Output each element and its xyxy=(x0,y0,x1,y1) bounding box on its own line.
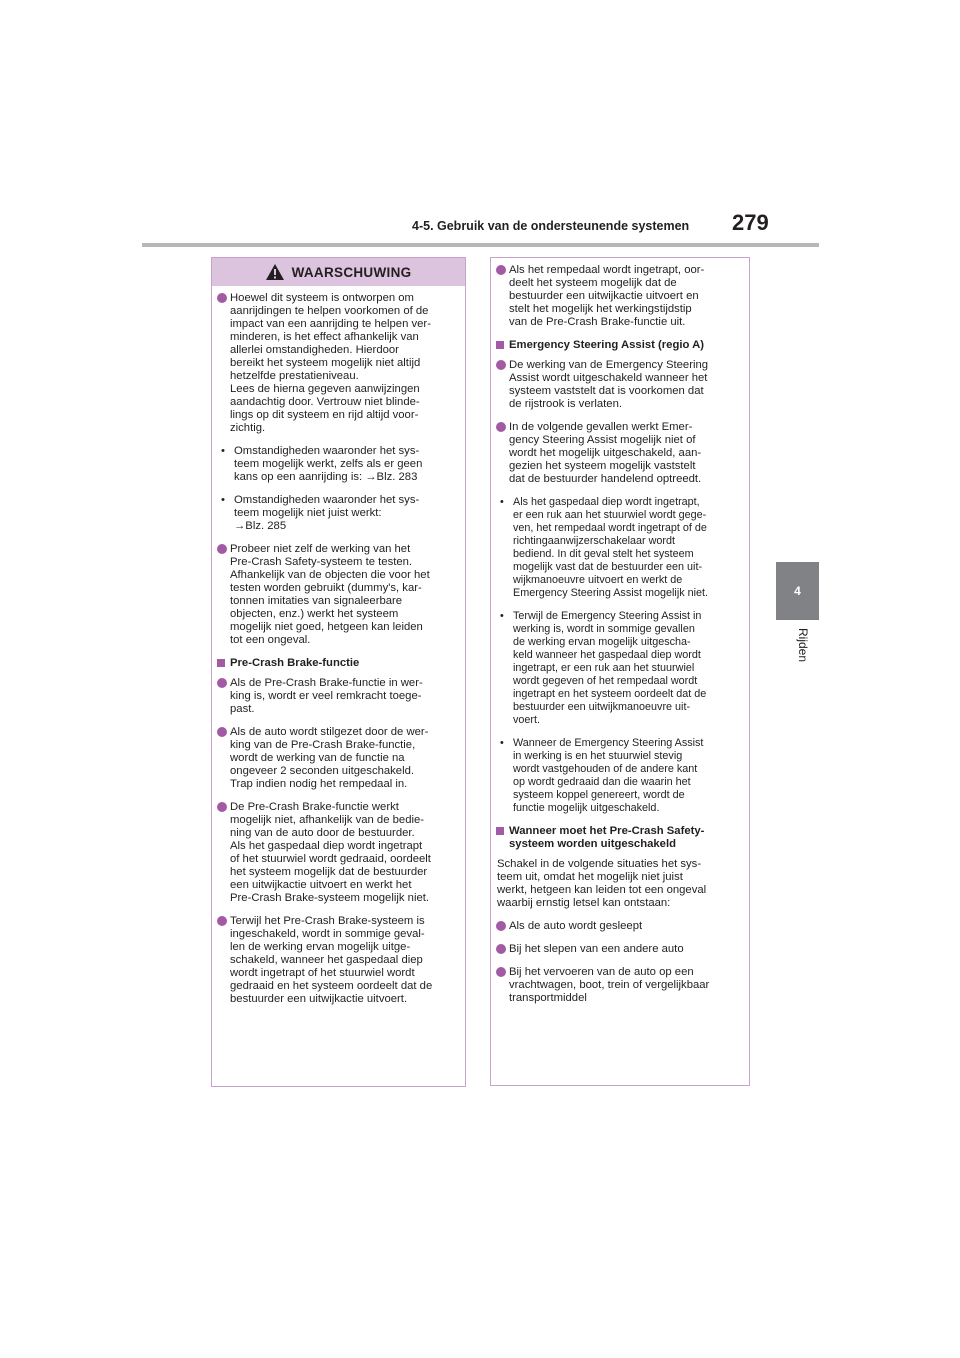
warning-header xyxy=(212,258,465,286)
text-line: Omstandigheden waaronder het sys- xyxy=(234,494,420,506)
text-line: king is, wordt er veel remkracht toege- xyxy=(230,690,422,702)
text-line: wijkmanoeuvre uitvoert en werkt de xyxy=(513,574,683,586)
text-line: teem mogelijk niet juist werkt: xyxy=(234,507,382,519)
chapter-tab xyxy=(776,562,819,620)
text-line: objecten, enz.) werkt het systeem xyxy=(230,608,399,620)
text-line: Schakel in de volgende situaties het sys- xyxy=(497,858,702,870)
bullet-item xyxy=(496,359,745,411)
bullet-circle-icon xyxy=(496,360,506,370)
text-line: systeem vaststelt dat is voorkomen dat xyxy=(509,385,704,397)
text-line: wordt de werking van de functie na xyxy=(230,752,405,764)
text-line: kans op een aanrijding is: →Blz. 283 xyxy=(234,471,418,483)
text-line: bestuurder een uitwijkactie uitvoert. xyxy=(230,993,408,1005)
bullet-circle-icon xyxy=(496,921,506,931)
text-line: Pre-Crash Brake-functie xyxy=(230,657,360,669)
page-number: 279 xyxy=(732,210,769,235)
bullet-square-icon xyxy=(496,341,504,349)
warning-content xyxy=(212,286,465,1006)
bullet-item xyxy=(217,543,461,647)
bullet-circle-icon xyxy=(217,544,227,554)
bullet-item xyxy=(217,801,461,905)
text-line: waarbij ernstig letsel kan ontstaan: xyxy=(497,897,671,909)
text-line: ven, het rempedaal wordt ingetrapt of de xyxy=(513,522,707,534)
paragraph xyxy=(496,858,745,910)
text-line: Als de auto wordt gesleept xyxy=(509,920,643,932)
text-line: bereikt het systeem mogelijk niet altijd xyxy=(230,357,421,369)
bullet-item xyxy=(496,421,745,486)
bullet-square-icon xyxy=(217,659,225,667)
bullet-circle-icon xyxy=(217,678,227,688)
text-line: systeem worden uitgeschakeld xyxy=(509,838,677,850)
bullet-circle-icon xyxy=(217,802,227,812)
text-line: deelt het systeem mogelijk dat de xyxy=(509,277,677,289)
text-line: mogelijk vast dat de bestuurder een uit- xyxy=(513,561,703,573)
text-line: richtingaanwijzerschakelaar wordt xyxy=(513,535,676,547)
text-line: Lees de hierna gegeven aanwijzingen xyxy=(230,383,420,395)
text-line: aanrijdingen te helpen voorkomen of de xyxy=(230,305,429,317)
text-line: vrachtwagen, boot, trein of vergelijkbaar xyxy=(509,979,710,991)
text-line: ingeschakeld, wordt in sommige geval- xyxy=(230,928,425,940)
text-line: bestuurder een uitwijkmanoeuvre uit- xyxy=(513,701,691,713)
text-line: Terwijl het Pre-Crash Brake-systeem is xyxy=(230,915,425,927)
text-line: Bij het vervoeren van de auto op een xyxy=(509,966,694,978)
text-line: ingetrapt en het systeem oordeelt dat de xyxy=(513,688,707,700)
text-line: Wanneer moet het Pre-Crash Safety- xyxy=(509,825,705,837)
text-line: functie mogelijk uitgeschakeld. xyxy=(513,802,660,814)
bullet-item xyxy=(496,920,745,933)
text-line: De Pre-Crash Brake-functie werkt xyxy=(230,801,399,813)
text-line: impact van een aanrijding te helpen ver- xyxy=(230,318,431,330)
text-line: teem mogelijk werkt, zelfs als er geen xyxy=(234,458,423,470)
text-line: in werking is en het stuurwiel stevig xyxy=(513,750,683,762)
bullet-item xyxy=(496,943,745,956)
bullet-circle-icon xyxy=(217,293,227,303)
text-line: aandachtig door. Vertrouw niet blinde- xyxy=(230,396,420,408)
text-line: stelt het mogelijk het werkingstijdstip xyxy=(509,303,692,315)
text-line: mogelijk niet goed, hetgeen kan leiden xyxy=(230,621,423,633)
text-line: gezien het systeem mogelijk vaststelt xyxy=(509,460,696,472)
bullet-item xyxy=(217,292,461,435)
text-line: Omstandigheden waaronder het sys- xyxy=(234,445,420,457)
text-line: lings op dit systeem en rijd altijd voor- xyxy=(230,409,419,421)
text-line: de rijstrook is verlaten. xyxy=(509,398,623,410)
sub-bullet-dot: • xyxy=(221,494,225,506)
text-line: transportmiddel xyxy=(509,992,587,1004)
text-line: wordt vastgehouden of de andere kant xyxy=(513,763,698,775)
text-line: mogelijk niet, afhankelijk van de bedie- xyxy=(230,814,425,826)
text-line: gency Steering Assist mogelijk niet of xyxy=(509,434,696,446)
chapter-number: 4 xyxy=(794,584,801,598)
text-line: hetzelfde prestatieniveau. xyxy=(230,370,359,382)
bullet-item xyxy=(496,264,745,329)
sub-bullet-item xyxy=(496,496,745,600)
text-line: Emergency Steering Assist mogelijk niet. xyxy=(513,587,709,599)
text-line: De werking van de Emergency Steering xyxy=(509,359,709,371)
text-line: zichtig. xyxy=(230,422,266,434)
bullet-circle-icon xyxy=(217,727,227,737)
text-line: Probeer niet zelf de werking van het xyxy=(230,543,411,555)
bullet-item xyxy=(217,915,461,1006)
sub-bullet-item xyxy=(496,737,745,815)
text-line: king van de Pre-Crash Brake-functie, xyxy=(230,739,416,751)
text-line: Assist wordt uitgeschakeld wanneer het xyxy=(509,372,708,384)
section-heading xyxy=(496,339,745,352)
text-line: het systeem mogelijk dat de bestuurder xyxy=(230,866,428,878)
text-line: tot een ongeval. xyxy=(230,634,311,646)
text-line: tonnen imitaties van signaleerbare xyxy=(230,595,403,607)
text-line: Afhankelijk van de objecten die voor het xyxy=(230,569,430,581)
sub-bullet-item xyxy=(496,610,745,727)
section-title: 4-5. Gebruik van de ondersteunende systemen xyxy=(412,219,690,233)
text-line: In de volgende gevallen werkt Emer- xyxy=(509,421,693,433)
text-line: van de Pre-Crash Brake-functie uit. xyxy=(509,316,686,328)
text-line: Trap indien nodig het rempedaal in. xyxy=(230,778,408,790)
bullet-item xyxy=(217,726,461,791)
text-line: schakeld, wanneer het gaspedaal diep xyxy=(230,954,423,966)
text-line: of het stuurwiel wordt gedraaid, oordeelt xyxy=(230,853,431,865)
warning-box xyxy=(211,257,466,1087)
chapter-label: Rijden xyxy=(796,628,810,663)
bullet-square-icon xyxy=(496,827,504,835)
right-content xyxy=(491,258,749,1005)
text-line: Als het rempedaal wordt ingetrapt, oor- xyxy=(509,264,705,276)
text-line: ingetrapt, er een ruk aan het stuurwiel xyxy=(513,662,695,674)
section-heading xyxy=(217,657,461,670)
text-line: Hoewel dit systeem is ontworpen om xyxy=(230,292,414,304)
bullet-circle-icon xyxy=(496,967,506,977)
text-line: Emergency Steering Assist (regio A) xyxy=(509,339,705,351)
text-line: werkt, hetgeen kan leiden tot een ongeval xyxy=(497,884,707,896)
bullet-circle-icon xyxy=(496,265,506,275)
bullet-circle-icon xyxy=(496,422,506,432)
bullet-item xyxy=(496,966,745,1005)
text-line: Als de Pre-Crash Brake-functie in wer- xyxy=(230,677,423,689)
text-line: minderen, is het effect afhankelijk van xyxy=(230,331,419,343)
text-line: dat de bestuurder handelend optreedt. xyxy=(509,473,702,485)
text-line: gedraaid en het systeem oordeelt dat de xyxy=(230,980,433,992)
sub-bullet-item xyxy=(217,494,461,533)
text-line: op wordt gedraaid dan die waarin het xyxy=(513,776,691,788)
text-line: past. xyxy=(230,703,255,715)
bullet-circle-icon xyxy=(496,944,506,954)
sub-bullet-item xyxy=(217,445,461,484)
text-line: Als het gaspedaal diep wordt ingetrapt xyxy=(230,840,423,852)
header-rule xyxy=(142,243,819,247)
text-line: er een ruk aan het stuurwiel wordt gege- xyxy=(513,509,707,521)
text-line: wordt het mogelijk uitgeschakeld, aan- xyxy=(509,447,702,459)
text-line: Als de auto wordt stilgezet door de wer- xyxy=(230,726,429,738)
text-line: bestuurder een uitwijkactie uitvoert en xyxy=(509,290,699,302)
text-line: Als het gaspedaal diep wordt ingetrapt, xyxy=(513,496,700,508)
sub-bullet-dot: • xyxy=(500,737,504,749)
text-line: Wanneer de Emergency Steering Assist xyxy=(513,737,704,749)
text-line: allerlei omstandigheden. Hierdoor xyxy=(230,344,399,356)
text-line: keld wanneer het gaspedaal diep wordt xyxy=(513,649,701,661)
text-line: de werking ervan mogelijk uitgescha- xyxy=(513,636,691,648)
warning-triangle-icon xyxy=(266,264,284,280)
bullet-circle-icon xyxy=(217,916,227,926)
text-line: teem uit, omdat het mogelijk niet juist xyxy=(497,871,683,883)
text-line: Pre-Crash Safety-systeem te testen. xyxy=(230,556,413,568)
bullet-item xyxy=(217,677,461,716)
text-line: wordt gegeven of het rempedaal wordt xyxy=(513,675,698,687)
sub-bullet-dot: • xyxy=(500,610,504,622)
text-line: een uitwijkactie uitvoert en werkt het xyxy=(230,879,412,891)
text-line: voert. xyxy=(513,714,541,726)
text-line: Pre-Crash Brake-systeem mogelijk niet. xyxy=(230,892,430,904)
text-line: Terwijl de Emergency Steering Assist in xyxy=(513,610,702,622)
text-line: →Blz. 285 xyxy=(234,520,287,532)
text-line: bediend. In dit geval stelt het systeem xyxy=(513,548,694,560)
text-line: len de werking ervan mogelijk uitge- xyxy=(230,941,411,953)
warning-title: WAARSCHUWING xyxy=(291,264,412,280)
section-heading xyxy=(496,825,745,851)
text-line: ongeveer 2 seconden uitgeschakeld. xyxy=(230,765,415,777)
text-line: systeem koppel genereert, wordt de xyxy=(513,789,685,801)
text-line: ning van de auto door de bestuurder. xyxy=(230,827,415,839)
text-line: werking is, wordt in sommige gevallen xyxy=(513,623,695,635)
sub-bullet-dot: • xyxy=(221,445,225,457)
text-line: Bij het slepen van een andere auto xyxy=(509,943,684,955)
text-line: testen worden gebruikt (dummy's, kar- xyxy=(230,582,422,594)
text-line: wordt ingetrapt of het stuurwiel wordt xyxy=(230,967,415,979)
right-column-box xyxy=(490,257,750,1086)
sub-bullet-dot: • xyxy=(500,496,504,508)
